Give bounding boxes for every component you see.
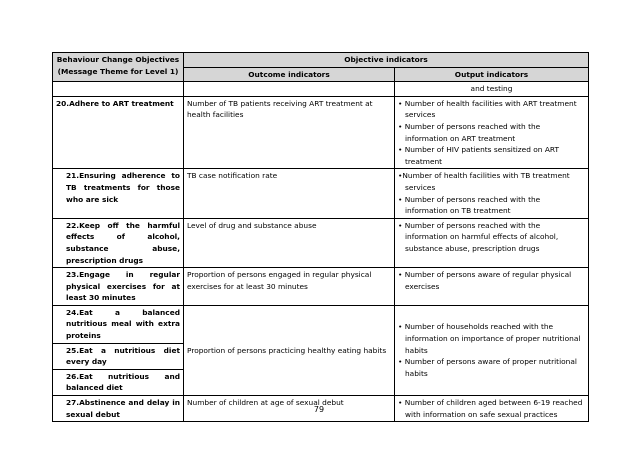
objective-cell: 23.Engage in regular physical exercises for at least 30 minutes [53,268,184,306]
header-objectives-line2: (Message Theme for Level 1) [57,66,179,76]
output-item: • Number of health facilities with ART treatment services [398,98,577,120]
output-item: • Number of persons aware of proper nutritional habits [398,357,577,378]
continued-outcome [184,82,395,97]
objective-cell: 25.Eat a nutritious diet every day [53,343,184,369]
continued-objective [53,82,184,97]
objective-cell: 27.Abstinence and delay in sexual debut [53,396,184,422]
output-cell [395,218,589,267]
table-row [53,96,589,169]
output-item: • Number of persons reached with the information on harmful effects of alcohol, substance abuse, prescription drugs [398,220,559,253]
header-row-1 [53,53,589,68]
output-item: • Number of persons aware of regular physical exercises [398,270,572,291]
outcome-cell: Proportion of persons practicing healthy eating habits [184,305,395,395]
objective-cell: 22.Keep off the harmful effects of alcohol, substance abuse, prescription drugs [53,218,184,267]
objective-cell: 26.Eat nutritious and balanced diet [53,369,184,395]
outcome-cell: Number of TB patients receiving ART treatment at health facilities [184,96,395,169]
header-objectives [53,53,184,82]
objective-cell: 20.Adhere to ART treatment [53,96,184,169]
continued-output: and testing [395,82,589,97]
output-item: • Number of HIV patients sensitized on ART treatment [398,145,559,166]
output-cell [395,96,589,169]
outcome-cell: Number of children at age of sexual debut [184,396,395,422]
output-cell [395,305,589,395]
header-outcome-indicators: Outcome indicators [184,67,395,82]
outcome-cell: Level of drug and substance abuse [184,218,395,267]
table-row [53,169,589,218]
outcome-cell: Proportion of persons engaged in regular physical exercises for at least 30 minutes [184,268,395,306]
header-output-indicators: Output indicators [395,67,589,82]
output-item: • Number of children aged between 6-19 reached with information on safe sexual practices [398,398,583,419]
table-row [53,218,589,267]
output-item: • Number of persons reached with the information on TB treatment [398,194,541,216]
objective-cell: 21.Ensuring adherence to TB treatments for those who are sick [53,169,184,218]
outcome-cell: TB case notification rate [184,169,395,218]
output-item: •Number of health facilities with TB treatment services [398,171,570,192]
table-row [53,305,589,343]
header-objectives-line1: Behaviour Change Objectives [56,55,180,64]
table-row [53,268,589,306]
objective-cell: 24.Eat a balanced nutritious meal with extra proteins [53,305,184,343]
indicators-table [52,52,589,422]
output-item: • Number of households reached with the information on importance of proper nutritional habits [398,322,581,355]
output-cell [395,169,589,218]
header-objective-indicators: Objective indicators [184,53,589,68]
output-cell [395,268,589,306]
output-item: • Number of persons reached with the information on ART treatment [398,121,541,143]
table-row-continued [53,82,589,97]
page-number: 79 [313,405,325,414]
